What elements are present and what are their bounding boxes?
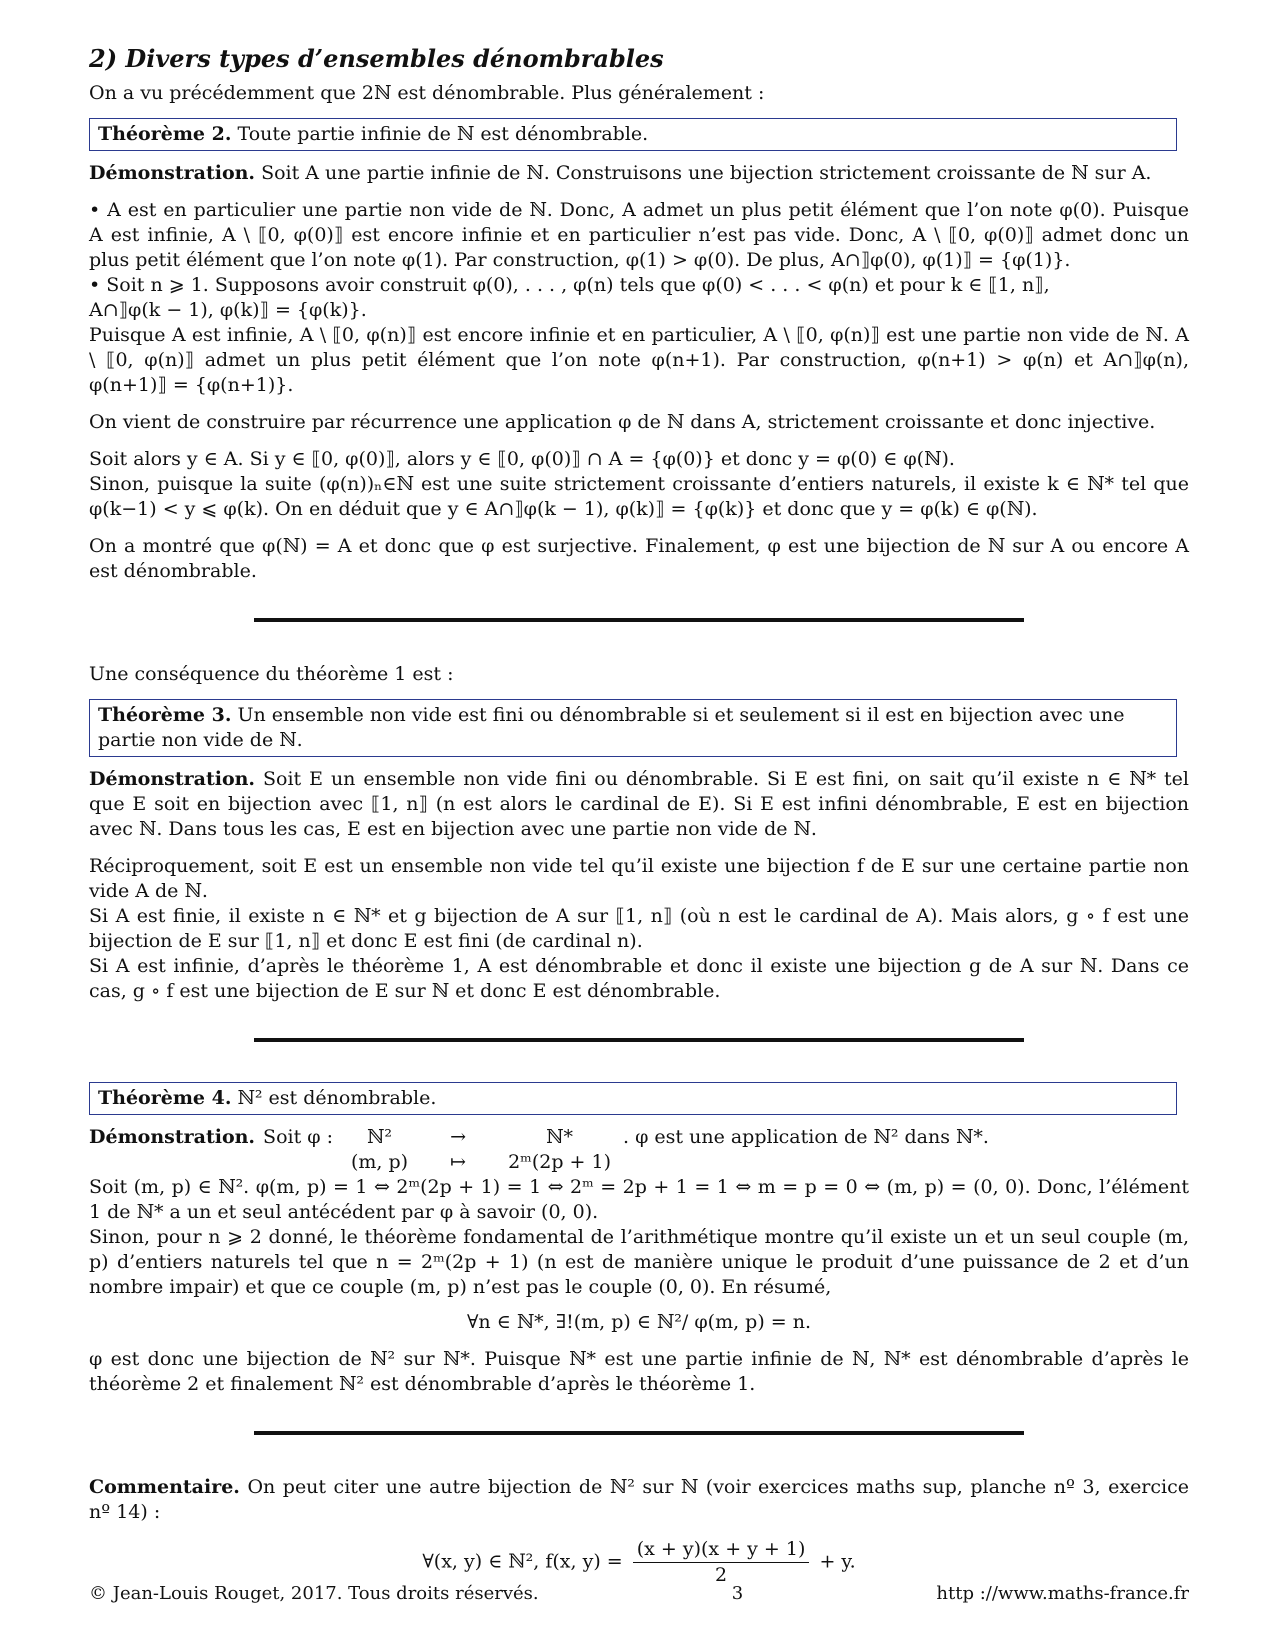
theorem-2-text: Toute partie infinie de ℕ est dénombrable. [237, 123, 649, 145]
commentaire-label: Commentaire. [89, 1476, 240, 1498]
map-arrow: → [450, 1126, 467, 1148]
demo-2-surjectivity [89, 447, 1189, 522]
demo-4-after-map: . φ est une application de ℕ² dans ℕ*. [623, 1126, 989, 1148]
page-content [89, 40, 1189, 1600]
map-mapsto: ↦ [450, 1151, 467, 1173]
theorem-3-text: Un ensemble non vide est fini ou dénombrable si et seulement si il est en bijection avec une partie non vide de ℕ. [98, 704, 1125, 751]
demo-3-converse-3: Si A est infinie, d’après le théorème 1, A est dénombrable et donc il existe une bijection g de A sur ℕ. Dans ce cas, g ∘ f est une bijection de E sur ℕ et donc E est dénombrable. [89, 955, 1189, 1002]
footer-page-number: 3 [731, 1583, 744, 1604]
formula-left: ∀(x, y) ∈ ℕ², f(x, y) = [422, 1550, 623, 1573]
theorem-2-label: Théorème 2. [98, 123, 232, 145]
theorem-2-box [89, 118, 1177, 151]
demo-2-intro [89, 161, 1189, 186]
footer-copyright: © Jean-Louis Rouget, 2017. Tous droits réservés. [89, 1583, 539, 1604]
demo-2-recurrence: On vient de construire par récurrence une application φ de ℕ dans A, strictement croissante et donc injective. [89, 411, 1156, 433]
section-divider [254, 618, 1024, 622]
footer-url[interactable]: http ://www.maths-france.fr [936, 1583, 1189, 1604]
demo-4-label: Démonstration. [89, 1126, 256, 1148]
fraction-numerator: (x + y)(x + y + 1) [633, 1537, 810, 1563]
theorem-3-box [89, 699, 1177, 757]
demo-3-converse-1: Réciproquement, soit E est un ensemble non vide tel qu’il existe une bijection f de E sur une certaine partie non vide A de ℕ. [89, 855, 1189, 902]
demo-2-conclusion: On a montré que φ(ℕ) = A et donc que φ est surjective. Finalement, φ est une bijection de ℕ sur A ou encore A est dénombrable. [89, 535, 1189, 582]
demo-4-p2: Sinon, pour n ⩾ 2 donné, le théorème fondamental de l’arithmétique montre qu’il existe un et un seul couple (m, p) d’entiers naturels tel que n = 2ᵐ(2p + 1) (n est de manière unique le produit d’une puissance de 2 et d’un nombre impair) et que ce couple (m, p) n’est pas le couple (0, 0). En résumé, [89, 1226, 1189, 1298]
demo-2-step-1: • A est en particulier une partie non vide de ℕ. Donc, A admet un plus petit élément que l’on note φ(0). Puisque A est infinie, A \ ⟦0, φ(0)⟧ est encore infinie et en particulier n’est pas vide. Donc, A \ ⟦0, φ(0)⟧ admet donc un plus petit élément que l’on note φ(1). Par construction, φ(1) > φ(0). De plus, A∩⟧φ(0), φ(1)⟧ = {φ(1)}. [89, 199, 1189, 271]
commentaire [89, 1475, 1189, 1525]
page-footer [89, 1583, 1189, 1604]
demo-2-case-1: Soit alors y ∈ A. Si y ∈ ⟦0, φ(0)⟧, alors y ∈ ⟦0, φ(0)⟧ ∩ A = {φ(0)} et donc y = φ(0) ∈ φ(ℕ). [89, 448, 955, 470]
demo-2-case-2: Sinon, puisque la suite (φ(n))ₙ∈ℕ est une suite strictement croissante d’entiers naturels, il existe k ∈ ℕ* tel que φ(k−1) < y ⩽ φ(k). On en déduit que y ∈ A∩⟧φ(k − 1), φ(k)⟧ = {φ(k)} et donc que y = φ(k) ∈ φ(ℕ). [89, 473, 1189, 520]
demo-2-text: Soit A une partie infinie de ℕ. Construisons une bijection strictement croissante de ℕ sur A. [261, 162, 1152, 184]
demo-3-direct [89, 767, 1189, 842]
map-domain: ℕ² [367, 1126, 393, 1148]
demo-3-converse-2: Si A est finie, il existe n ∈ ℕ* et g bijection de A sur ⟦1, n⟧ (où n est le cardinal de A). Mais alors, g ∘ f est une bijection de E sur ⟦1, n⟧ et donc E est fini (de cardinal n). [89, 905, 1189, 952]
demo-4-conclusion: φ est donc une bijection de ℕ² sur ℕ*. Puisque ℕ* est une partie infinie de ℕ, ℕ* est dénombrable d’après le théorème 2 et finalement ℕ² est dénombrable d’après le théorème 1. [89, 1348, 1189, 1395]
demo-3-converse [89, 854, 1189, 1004]
intro-text: On a vu précédemment que 2ℕ est dénombrable. Plus généralement : [89, 82, 765, 104]
demo-2-step-3: A∩⟧φ(k − 1), φ(k)⟧ = {φ(k)}. [89, 299, 367, 321]
theorem-4-text: ℕ² est dénombrable. [237, 1087, 437, 1109]
formula-fraction [633, 1537, 810, 1588]
demo-4-map-definition [89, 1125, 1189, 1175]
map-codomain: ℕ* [546, 1126, 573, 1148]
map-image: 2ᵐ(2p + 1) [508, 1151, 611, 1173]
theorem-4-box [89, 1082, 1177, 1115]
demo-2-steps [89, 198, 1189, 398]
formula-right: + y. [819, 1550, 856, 1573]
section-title: 2) Divers types d’ensembles dénombrables [89, 44, 664, 73]
commentaire-formula [89, 1537, 1189, 1588]
theorem-3-label: Théorème 3. [98, 704, 232, 726]
demo-3-label: Démonstration. [89, 768, 256, 790]
demo-4-formula: ∀n ∈ ℕ*, ∃!(m, p) ∈ ℕ²/ φ(m, p) = n. [466, 1311, 812, 1333]
demo-4-p1: Soit (m, p) ∈ ℕ². φ(m, p) = 1 ⇔ 2ᵐ(2p + 1) = 1 ⇔ 2ᵐ = 2p + 1 = 1 ⇔ m = p = 0 ⇔ (m, p) = (0, 0). Donc, l’élément 1 de ℕ* a un et seul antécédent par φ à savoir (0, 0). [89, 1176, 1189, 1223]
fraction-denominator: 2 [715, 1564, 728, 1586]
section-divider [254, 1038, 1024, 1042]
demo-4-soit: Soit φ : [263, 1126, 333, 1148]
demo-2-step-4: Puisque A est infinie, A \ ⟦0, φ(n)⟧ est encore infinie et en particulier, A \ ⟦0, φ(n)⟧ est une partie non vide de ℕ. A \ ⟦0, φ(n)⟧ admet un plus petit élément que l’on note φ(n+1). Par construction, φ(n+1) > φ(n) et A∩⟧φ(n), φ(n+1)⟧ = {φ(n+1)}. [89, 324, 1189, 396]
commentaire-text: On peut citer une autre bijection de ℕ² sur ℕ (voir exercices maths sup, planche nº 3, exercice nº 14) : [89, 1476, 1189, 1523]
map-definition-grid [351, 1125, 611, 1175]
theorem-4-label: Théorème 4. [98, 1087, 232, 1109]
demo-2-step-2: • Soit n ⩾ 1. Supposons avoir construit φ(0), . . . , φ(n) tels que φ(0) < . . . < φ(n) et pour k ∈ ⟦1, n⟧, [89, 274, 1050, 296]
map-variable: (m, p) [351, 1151, 409, 1173]
demo-3-text: Soit E un ensemble non vide fini ou dénombrable. Si E est fini, on sait qu’il existe n ∈ ℕ* tel que E soit en bijection avec ⟦1, n⟧ (n est alors le cardinal de E). Si E est infini dénombrable, E est en bijection avec ℕ. Dans tous les cas, E est en bijection avec une partie non vide de ℕ. [89, 768, 1189, 840]
demo-2-label: Démonstration. [89, 162, 256, 184]
section-divider [254, 1431, 1024, 1435]
consequence-text: Une conséquence du théorème 1 est : [89, 663, 454, 685]
